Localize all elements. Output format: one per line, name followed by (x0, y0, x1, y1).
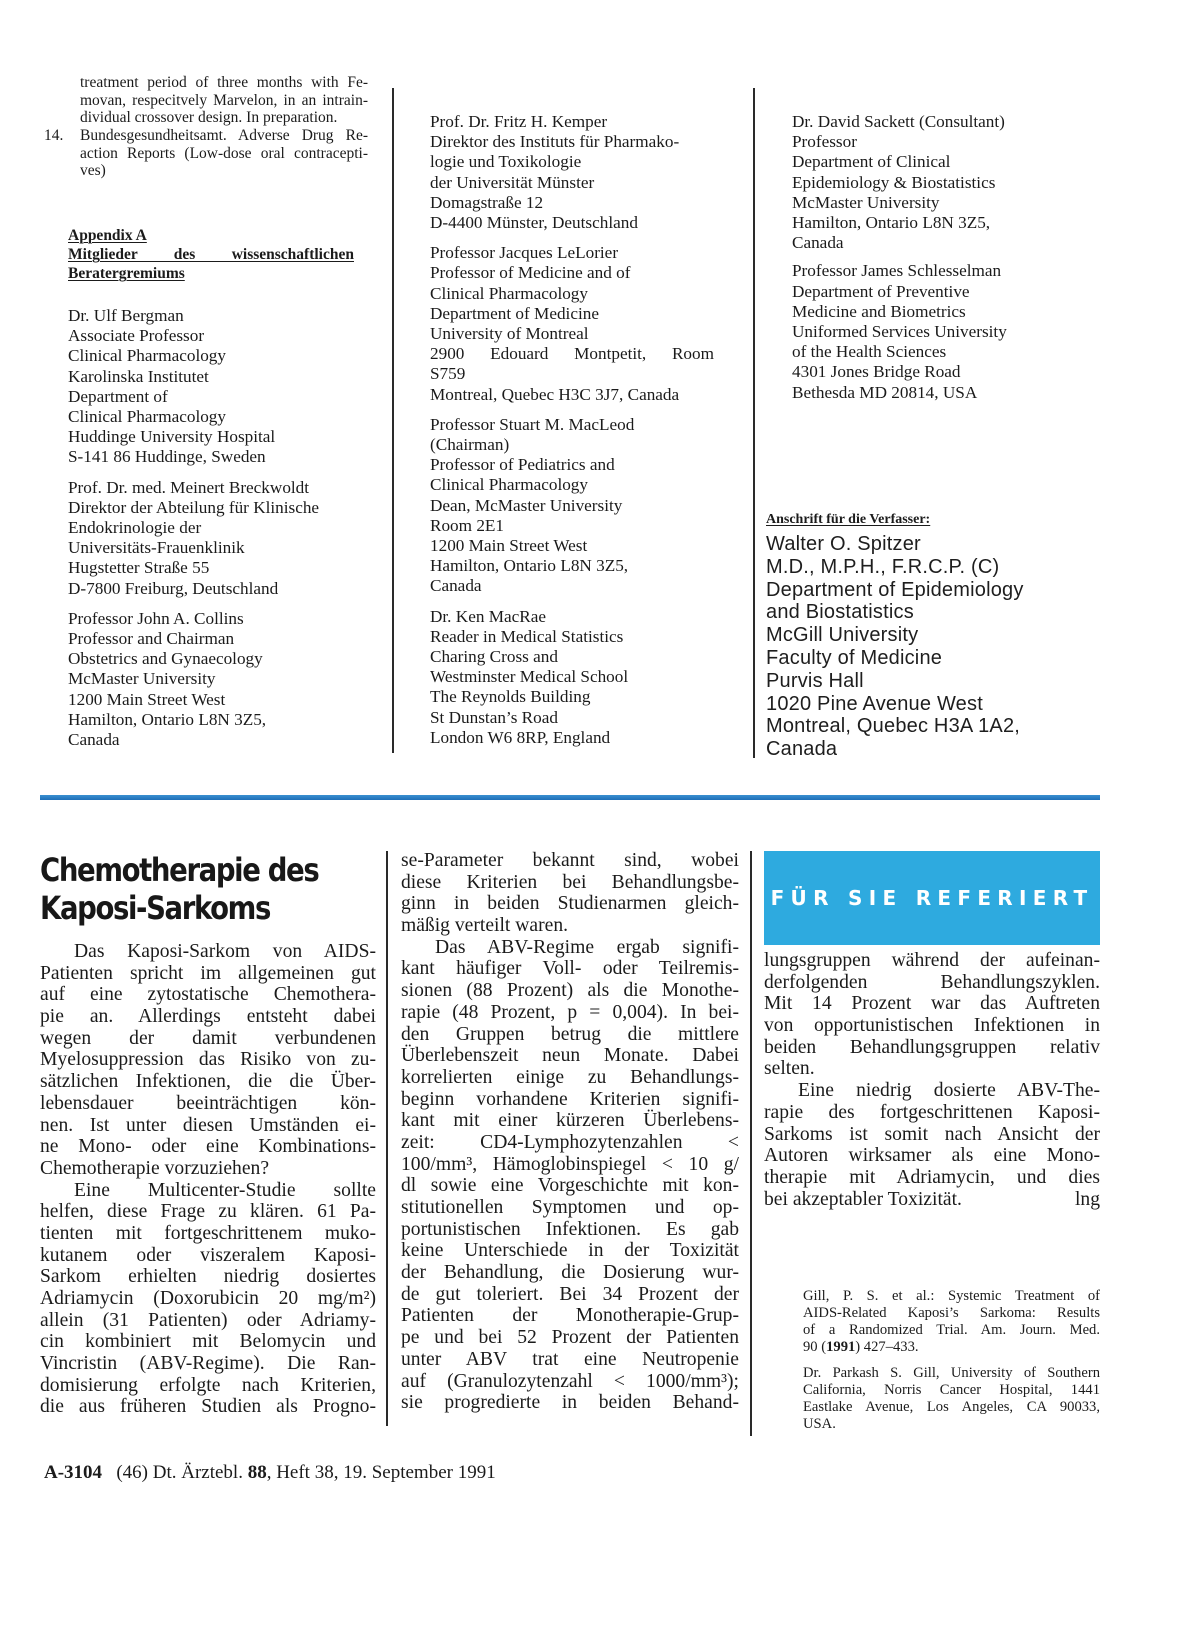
member-line: Prof. Dr. med. Meinert Breckwoldt (68, 477, 310, 497)
text-line: dl sowie eine Vorgeschichte mit kon- (401, 1175, 739, 1197)
references-continuation (80, 74, 368, 127)
member-list-col2 (430, 112, 714, 748)
member-list-col3 (792, 112, 1007, 403)
address-line: McGill University (766, 624, 919, 647)
member-line: Prof. Dr. Fritz H. Kemper (430, 112, 608, 131)
member-entry (430, 415, 714, 597)
text-line: domisierung erfolgte nach Kriterien, (40, 1374, 376, 1396)
member-line: Hamilton, Ontario L8N 3Z5, (430, 556, 629, 576)
text-line: ne Mono- oder eine Kombinations- (40, 1136, 376, 1158)
member-line: The Reynolds Building (430, 687, 591, 707)
text-line: Mit 14 Prozent war das Auftreten (764, 993, 1100, 1015)
closing-text: bei akzeptabler Toxizität. (764, 1188, 962, 1210)
member-line: Dean, McMaster University (430, 495, 623, 515)
member-list-col1 (68, 306, 319, 750)
text-line: lebensdauer beeinträchtigen kön- (40, 1092, 376, 1114)
contact-line: Dr. Parkash S. Gill, University of Southern (803, 1365, 1100, 1381)
member-entry (68, 478, 319, 599)
text-line: von opportunistischen Infektionen in (764, 1015, 1100, 1037)
title-line: Chemotherapie des (40, 851, 319, 889)
appendix-heading (68, 226, 354, 283)
member-line: Obstetrics and Gynaecology (68, 649, 263, 669)
text-line: pie an. Allerdings entsteht dabei (40, 1006, 376, 1028)
contact-line: Eastlake Avenue, Los Angeles, CA 90033, (803, 1399, 1100, 1415)
member-line: Bethesda MD 20814, USA (792, 382, 978, 402)
member-line: Department of Preventive (792, 281, 970, 301)
text-line: se-Parameter bekannt sind, wobei (401, 850, 739, 871)
member-line: Domagstraße 12 (430, 192, 544, 212)
text-line: portunistischen Infektionen. Es gab (401, 1218, 739, 1240)
text-line: Sarkom erhielten niedrig dosiertes (40, 1266, 376, 1288)
text-line: zeit: CD4-Lymphozytenzahlen < (401, 1131, 739, 1153)
member-line: (Chairman) (430, 435, 510, 455)
text-line: lungsgruppen während der aufeinan- (764, 950, 1100, 971)
member-line: logie und Toxikologie (430, 152, 582, 172)
member-line: London W6 8RP, England (430, 727, 611, 747)
reference-line: AIDS-Related Kaposi’s Sarkoma: Results (803, 1305, 1100, 1321)
reference-line: of a Randomized Trial. Am. Journ. Med. (803, 1322, 1100, 1338)
text-line: cin kombiniert mit Belomycin und (40, 1331, 376, 1353)
article-title (40, 851, 318, 927)
member-line: Charing Cross and (430, 647, 558, 667)
reference-volume: 90 ( (803, 1339, 827, 1355)
text-line: beiden Behandlungsgruppen relativ (764, 1036, 1100, 1058)
text-line: keine Unterschiede in der Toxizität (401, 1240, 739, 1262)
member-entry (430, 243, 714, 405)
member-line: McMaster University (68, 669, 216, 689)
text-line: sionen (88 Prozent) als die Monothe- (401, 980, 739, 1002)
title-line: Kaposi-Sarkoms (40, 889, 270, 927)
text-line: Patienten spricht im allgemeinen gut (40, 962, 376, 984)
member-line: Department of Clinical (792, 152, 951, 172)
text-line: Myelosuppression das Risiko von zu- (40, 1049, 376, 1071)
text-line: auf (Granulozytenzahl < 1000/mm³); (401, 1370, 739, 1392)
reference-line: ves) (80, 162, 106, 180)
address-line: Department of Epidemiology (766, 578, 1024, 601)
issue-date: , Heft 38, 19. September 1991 (266, 1462, 496, 1483)
member-line: Canada (68, 730, 120, 750)
member-line: Westminster Medical School (430, 667, 629, 687)
text-line: Autoren wirksamer als eine Mono- (764, 1145, 1100, 1167)
text-line: Eine Multicenter-Studie sollte (74, 1179, 376, 1201)
text-line: sätzlichen Infektionen, die die Über- (40, 1071, 376, 1093)
text-line: rapie des fortgeschrittenen Kaposi- (764, 1101, 1100, 1123)
member-line: Department of Medicine (430, 303, 599, 323)
reference-line: movan, respecitvely Marvelon, in an intrain- (80, 91, 368, 109)
member-line: McMaster University (792, 192, 940, 212)
member-line: Epidemiology & Biostatistics (792, 172, 996, 192)
address-line: Purvis Hall (766, 669, 864, 692)
text-line: de gut toleriert. Bei 34 Prozent der (401, 1283, 739, 1305)
member-entry (792, 261, 1007, 402)
member-line: Professor John A. Collins (68, 608, 244, 628)
article-column-2 (401, 850, 739, 1414)
author-address-lines (766, 533, 1024, 761)
text-line: Adriamycin (Doxorubicin 20 mg/m²) (40, 1288, 376, 1309)
member-line: S759 (430, 364, 466, 384)
text-line: ginn in beiden Studienarmen gleich- (401, 893, 739, 915)
address-line: 1020 Pine Avenue West (766, 692, 983, 715)
page-footer (44, 1462, 496, 1484)
member-line: Professor and Chairman (68, 629, 235, 649)
text-line: unter ABV trat eine Neutropenie (401, 1348, 739, 1370)
author-address (766, 511, 1024, 761)
member-line: Associate Professor (68, 326, 205, 346)
member-line: 1200 Main Street West (68, 689, 226, 709)
member-line: D-7800 Freiburg, Deutschland (68, 578, 279, 598)
member-entry (68, 306, 319, 468)
member-line: 4301 Jones Bridge Road (792, 362, 961, 382)
member-entry (792, 112, 1007, 253)
author-address-label: Anschrift für die Verfasser: (766, 512, 931, 527)
text-line: therapie mit Adriamycin, und dies (764, 1166, 1100, 1188)
reference-year: 1991 (826, 1339, 856, 1355)
journal-volume: 88 (247, 1462, 267, 1483)
member-line: Direktor der Abteilung für Klinische (68, 497, 320, 517)
text-line: sie progredierte in beiden Behand- (401, 1392, 739, 1414)
member-line: 2900 Edouard Montpetit, Room (430, 344, 714, 364)
member-line: Direktor des Instituts für Pharmako- (430, 132, 680, 152)
section-divider (40, 795, 1100, 800)
reference-line: Bundesgesundheitsamt. Adverse Drug Re- (80, 127, 368, 144)
member-line: Professor James Schlesselman (792, 261, 1002, 281)
author-contact (803, 1365, 1100, 1433)
column-divider (392, 88, 394, 753)
reference-pages: ) 427–433. (855, 1339, 919, 1355)
reference-line: dividual crossover design. In preparation. (80, 109, 338, 127)
text-line: Eine niedrig dosierte ABV-The- (798, 1080, 1100, 1102)
text-line: helfen, diese Frage zu klären. 61 Pa- (40, 1201, 376, 1223)
text-line: 100/mm³, Hämoglobinspiegel < 10 g/ (401, 1153, 739, 1175)
address-line: M.D., M.P.H., F.R.C.P. (C) (766, 555, 1000, 578)
member-line: Professor (792, 132, 857, 152)
article-column-3 (764, 950, 1100, 1210)
member-line: Department of (68, 386, 168, 406)
text-line (764, 1189, 1100, 1211)
member-line: Canada (792, 233, 844, 253)
text-line: rapie (48 Prozent, p = 0,004). In bei- (401, 1001, 739, 1023)
appendix-subtitle-line: Mitglieder des wissenschaftlichen (68, 246, 354, 263)
column-divider (386, 851, 388, 1426)
member-line: Professor of Medicine and of (430, 263, 631, 283)
member-line: S-141 86 Huddinge, Sweden (68, 447, 266, 467)
text-line: Sarkoms ist somit nach Ansicht der (764, 1123, 1100, 1145)
text-line: Das Kaposi-Sarkom von AIDS- (74, 941, 376, 962)
text-line: wegen der damit verbundenen (40, 1027, 376, 1049)
appendix-subtitle-line: Beratergremiums (68, 265, 185, 282)
text-line: auf eine zytostatische Chemothera- (40, 984, 376, 1006)
reference-line: action Reports (Low-dose oral contracepti- (80, 144, 368, 162)
text-line: Vincristin (ABV-Regime). Die Ran- (40, 1353, 376, 1375)
text-line: diese Kriterien bei Behandlungsbe- (401, 871, 739, 893)
member-line: 1200 Main Street West (430, 536, 588, 556)
reference-14 (80, 127, 368, 180)
author-signature: lng (1074, 1188, 1100, 1210)
text-line: stitutionellen Symptomen und op- (401, 1197, 739, 1218)
page-code: A-3104 (44, 1462, 103, 1483)
member-line: Room 2E1 (430, 515, 505, 535)
address-line: Faculty of Medicine (766, 646, 943, 669)
column-divider (753, 88, 755, 758)
contact-line: California, Norris Cancer Hospital, 1441 (803, 1382, 1100, 1398)
text-line: der Behandlung, die Dosierung wur- (401, 1262, 739, 1284)
text-line: tienten mit fortgeschrittenem muko- (40, 1222, 376, 1244)
member-line: Dr. Ulf Bergman (68, 306, 184, 325)
member-line: Hamilton, Ontario L8N 3Z5, (68, 709, 267, 729)
reference-line (803, 1339, 1100, 1356)
reference-14-number: 14. (44, 127, 64, 144)
appendix-title: Appendix A (68, 227, 147, 244)
address-line: Walter O. Spitzer (766, 533, 921, 555)
text-line: die aus früheren Studien als Progno- (40, 1396, 376, 1418)
member-line: Clinical Pharmacology (430, 475, 588, 495)
member-entry (430, 112, 714, 233)
text-line: korrelierten einige zu Behandlungs- (401, 1066, 739, 1088)
address-line: Montreal, Quebec H3A 1A2, (766, 715, 1021, 738)
member-line: der Universität Münster (430, 172, 595, 192)
contact-line: USA. (803, 1416, 836, 1432)
text-line: derfolgenden Behandlungszyklen. (764, 971, 1100, 993)
member-entry (68, 609, 319, 750)
member-line: University of Montreal (430, 324, 589, 344)
address-line: and Biostatistics (766, 601, 914, 624)
text-line: mäßig verteilt waren. (401, 915, 569, 937)
member-line: Canada (430, 576, 482, 596)
address-line: Canada (766, 738, 838, 761)
member-line: Hugstetter Straße 55 (68, 558, 210, 578)
text-line: allein (31 Patienten) oder Adriamy- (40, 1309, 376, 1331)
member-line: Clinical Pharmacology (68, 346, 226, 366)
member-line: Karolinska Institutet (68, 366, 209, 386)
text-line: kutanem oder viszeralem Kaposi- (40, 1244, 376, 1266)
member-line: Dr. Ken MacRae (430, 606, 546, 626)
text-line: den Gruppen betrug die mittlere (401, 1023, 739, 1045)
member-line: St Dunstan’s Road (430, 707, 558, 727)
member-entry (430, 607, 714, 748)
text-line: Das ABV-Regime ergab signifi- (435, 936, 739, 958)
text-line: pe und bei 52 Prozent der Patienten (401, 1327, 739, 1349)
column-divider (750, 851, 752, 1436)
member-line: Endokrinologie der (68, 518, 202, 538)
section-banner (764, 851, 1100, 945)
member-line: Professor Stuart M. MacLeod (430, 414, 635, 434)
member-line: Hamilton, Ontario L8N 3Z5, (792, 213, 991, 233)
member-line: Clinical Pharmacology (430, 283, 588, 303)
member-line: Reader in Medical Statistics (430, 626, 624, 646)
text-line: Überlebenszeit neun Monate. Dabei (401, 1045, 739, 1067)
journal-citation: (46) Dt. Ärztebl. (116, 1462, 243, 1483)
member-line: Montreal, Quebec H3C 3J7, Canada (430, 384, 680, 404)
text-line: Patienten der Monotherapie-Grup- (401, 1305, 739, 1327)
reference-line: treatment period of three months with Fe- (80, 74, 368, 91)
article-column-1 (40, 941, 376, 1418)
member-line: Huddinge University Hospital (68, 427, 276, 447)
text-line: kant mit einer kürzeren Überlebens- (401, 1110, 739, 1132)
member-line: Dr. David Sackett (Consultant) (792, 112, 1005, 131)
member-line: D-4400 Münster, Deutschland (430, 213, 638, 233)
source-reference (803, 1288, 1100, 1356)
text-line: selten. (764, 1058, 815, 1080)
member-line: Uniformed Services University (792, 322, 1007, 342)
text-line: kant häufiger Voll- oder Teilremis- (401, 958, 739, 980)
member-line: Professor of Pediatrics and (430, 455, 615, 475)
text-line: beginn vorhandene Kriterien signifi- (401, 1088, 739, 1110)
member-line: of the Health Sciences (792, 342, 947, 362)
member-line: Medicine and Biometrics (792, 301, 966, 321)
member-line: Universitäts-Frauenklinik (68, 538, 245, 558)
member-line: Professor Jacques LeLorier (430, 243, 619, 263)
text-line: nen. Ist unter diesen Umständen ei- (40, 1114, 376, 1136)
member-line: Clinical Pharmacology (68, 407, 226, 427)
reference-line: Gill, P. S. et al.: Systemic Treatment of (803, 1288, 1100, 1304)
banner-label: FÜR SIE REFERIERT (770, 886, 1094, 910)
text-line: Chemotherapie vorzuziehen? (40, 1157, 270, 1179)
